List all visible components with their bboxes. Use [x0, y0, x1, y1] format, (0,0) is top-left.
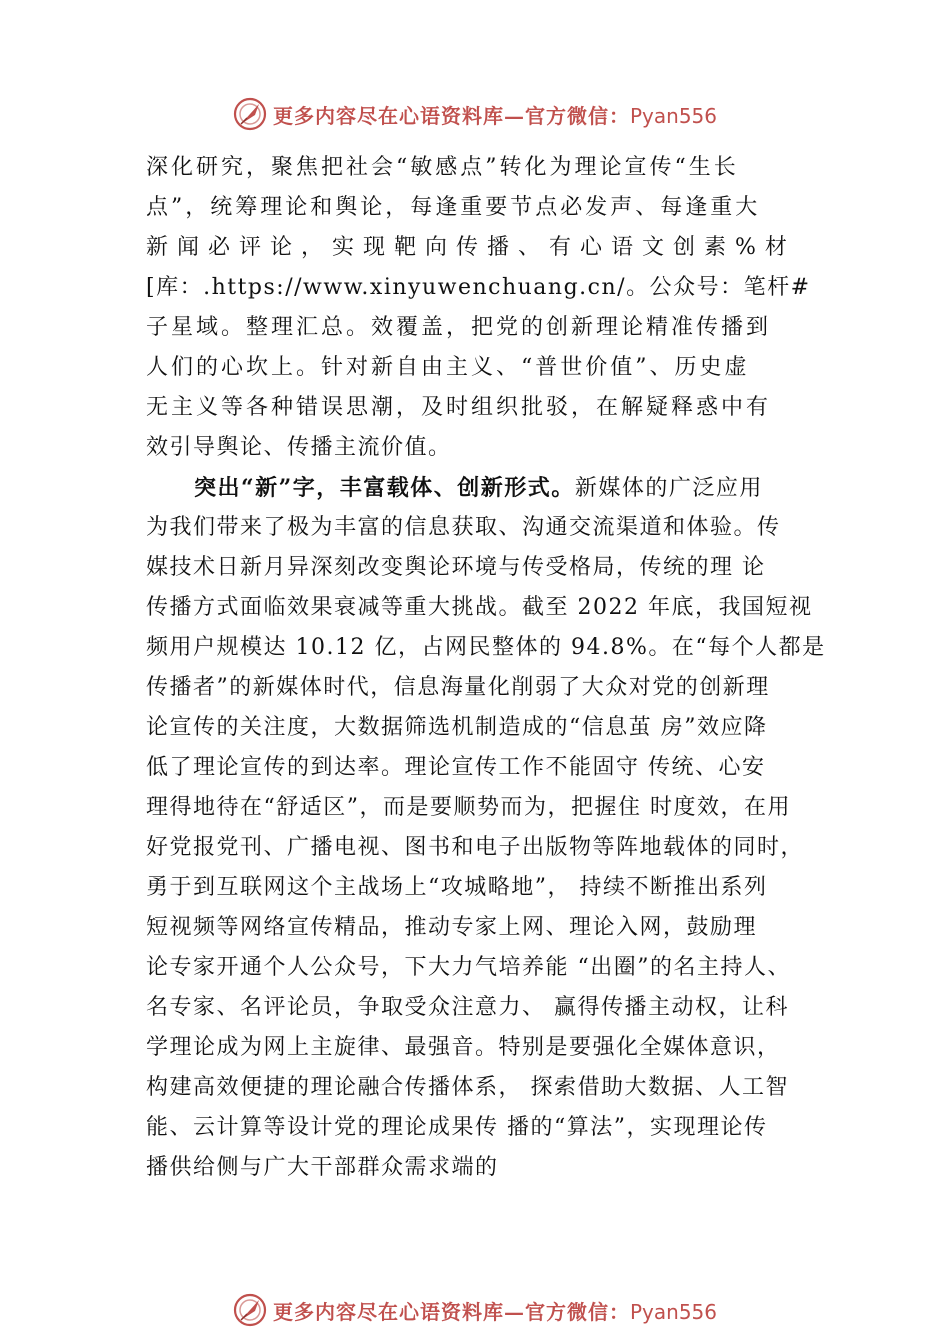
- paragraph-heading: 突出“新”字，丰富载体、创新形式。: [194, 475, 575, 501]
- text-line: 效引导舆论、传播主流价值。: [146, 435, 452, 460]
- text-line: 播供给侧与广大干部群众需求端的: [146, 1155, 499, 1180]
- text-line: 短视频等网络宣传精品，推动专家上网、理论入网，鼓励理: [146, 915, 758, 940]
- text-line: 传播者”的新媒体时代，信息海量化削弱了大众对党的创新理: [146, 675, 770, 700]
- text-line: 论专家开通个人公众号，下大力气培养能 “出圈”的名主持人、: [146, 955, 791, 980]
- header-watermark-text: 更多内容尽在心语资料库—官方微信：Pyan556: [272, 103, 717, 128]
- text-line: 无主义等各种错误思潮，及时组织批驳，在解疑释惑中有: [146, 395, 772, 420]
- text-line: 构建高效便捷的理论融合传播体系， 探索借助大数据、人工智: [146, 1075, 789, 1100]
- text-line: 好党报党刊、广播电视、图书和电子出版物等阵地载体的同时，: [146, 835, 805, 860]
- document-body: [146, 148, 866, 1188]
- text-line: 传播方式面临效果衰减等重大挑战。截至 2022 年底，我国短视: [146, 595, 813, 620]
- text-line: [库：.https://www.xinyuwenchuang.cn/。公众号：笔杆#: [146, 275, 811, 300]
- text-line: 论宣传的关注度，大数据筛选机制造成的“信息茧 房”效应降: [146, 715, 768, 740]
- text-line: 低了理论宣传的到达率。理论宣传工作不能固守 传统、心安: [146, 755, 766, 780]
- text-line: 勇于到互联网这个主战场上“攻城略地”， 持续不断推出系列: [146, 875, 768, 900]
- text-line: 深化研究，聚焦把社会“敏感点”转化为理论宣传“生长: [146, 155, 739, 180]
- text-line: 名专家、名评论员，争取受众注意力、 赢得传播主动权，让科: [146, 995, 789, 1020]
- paragraph-heading-line: [146, 468, 866, 508]
- quill-logo-icon: [233, 1293, 267, 1327]
- text-line: 人们的心坎上。针对新自由主义、“普世价值”、历史虚: [146, 355, 750, 380]
- text-line: 学理论成为网上主旋律、最强音。特别是要强化全媒体意识，: [146, 1035, 781, 1060]
- text-line: 能、云计算等设计党的理论成果传 播的“算法”，实现理论传: [146, 1115, 768, 1140]
- quill-logo-icon: [233, 97, 267, 131]
- text-line: 媒技术日新月异深刻改变舆论环境与传受格局，传统的理 论: [146, 555, 766, 580]
- footer-watermark: [0, 1290, 950, 1330]
- text-line: 点”，统筹理论和舆论，每逢重要节点必发声、每逢重大: [146, 195, 761, 220]
- header-watermark: [0, 94, 950, 134]
- text-line: 频用户规模达 10.12 亿，占网民整体的 94.8%。在“每个人都是: [146, 635, 826, 660]
- text-line: 子星域。整理汇总。效覆盖，把党的创新理论精准传播到: [146, 315, 772, 340]
- paragraph-lead: 新媒体的广泛应用: [574, 476, 763, 501]
- text-line: 新闻必评论，实现靶向传播、有心语文创素%材: [146, 235, 796, 260]
- footer-watermark-text: 更多内容尽在心语资料库—官方微信：Pyan556: [272, 1299, 717, 1324]
- text-line: 理得地待在“舒适区”，而是要顺势而为，把握住 时度效，在用: [146, 795, 791, 820]
- text-line: 为我们带来了极为丰富的信息获取、沟通交流渠道和体验。传: [146, 515, 781, 540]
